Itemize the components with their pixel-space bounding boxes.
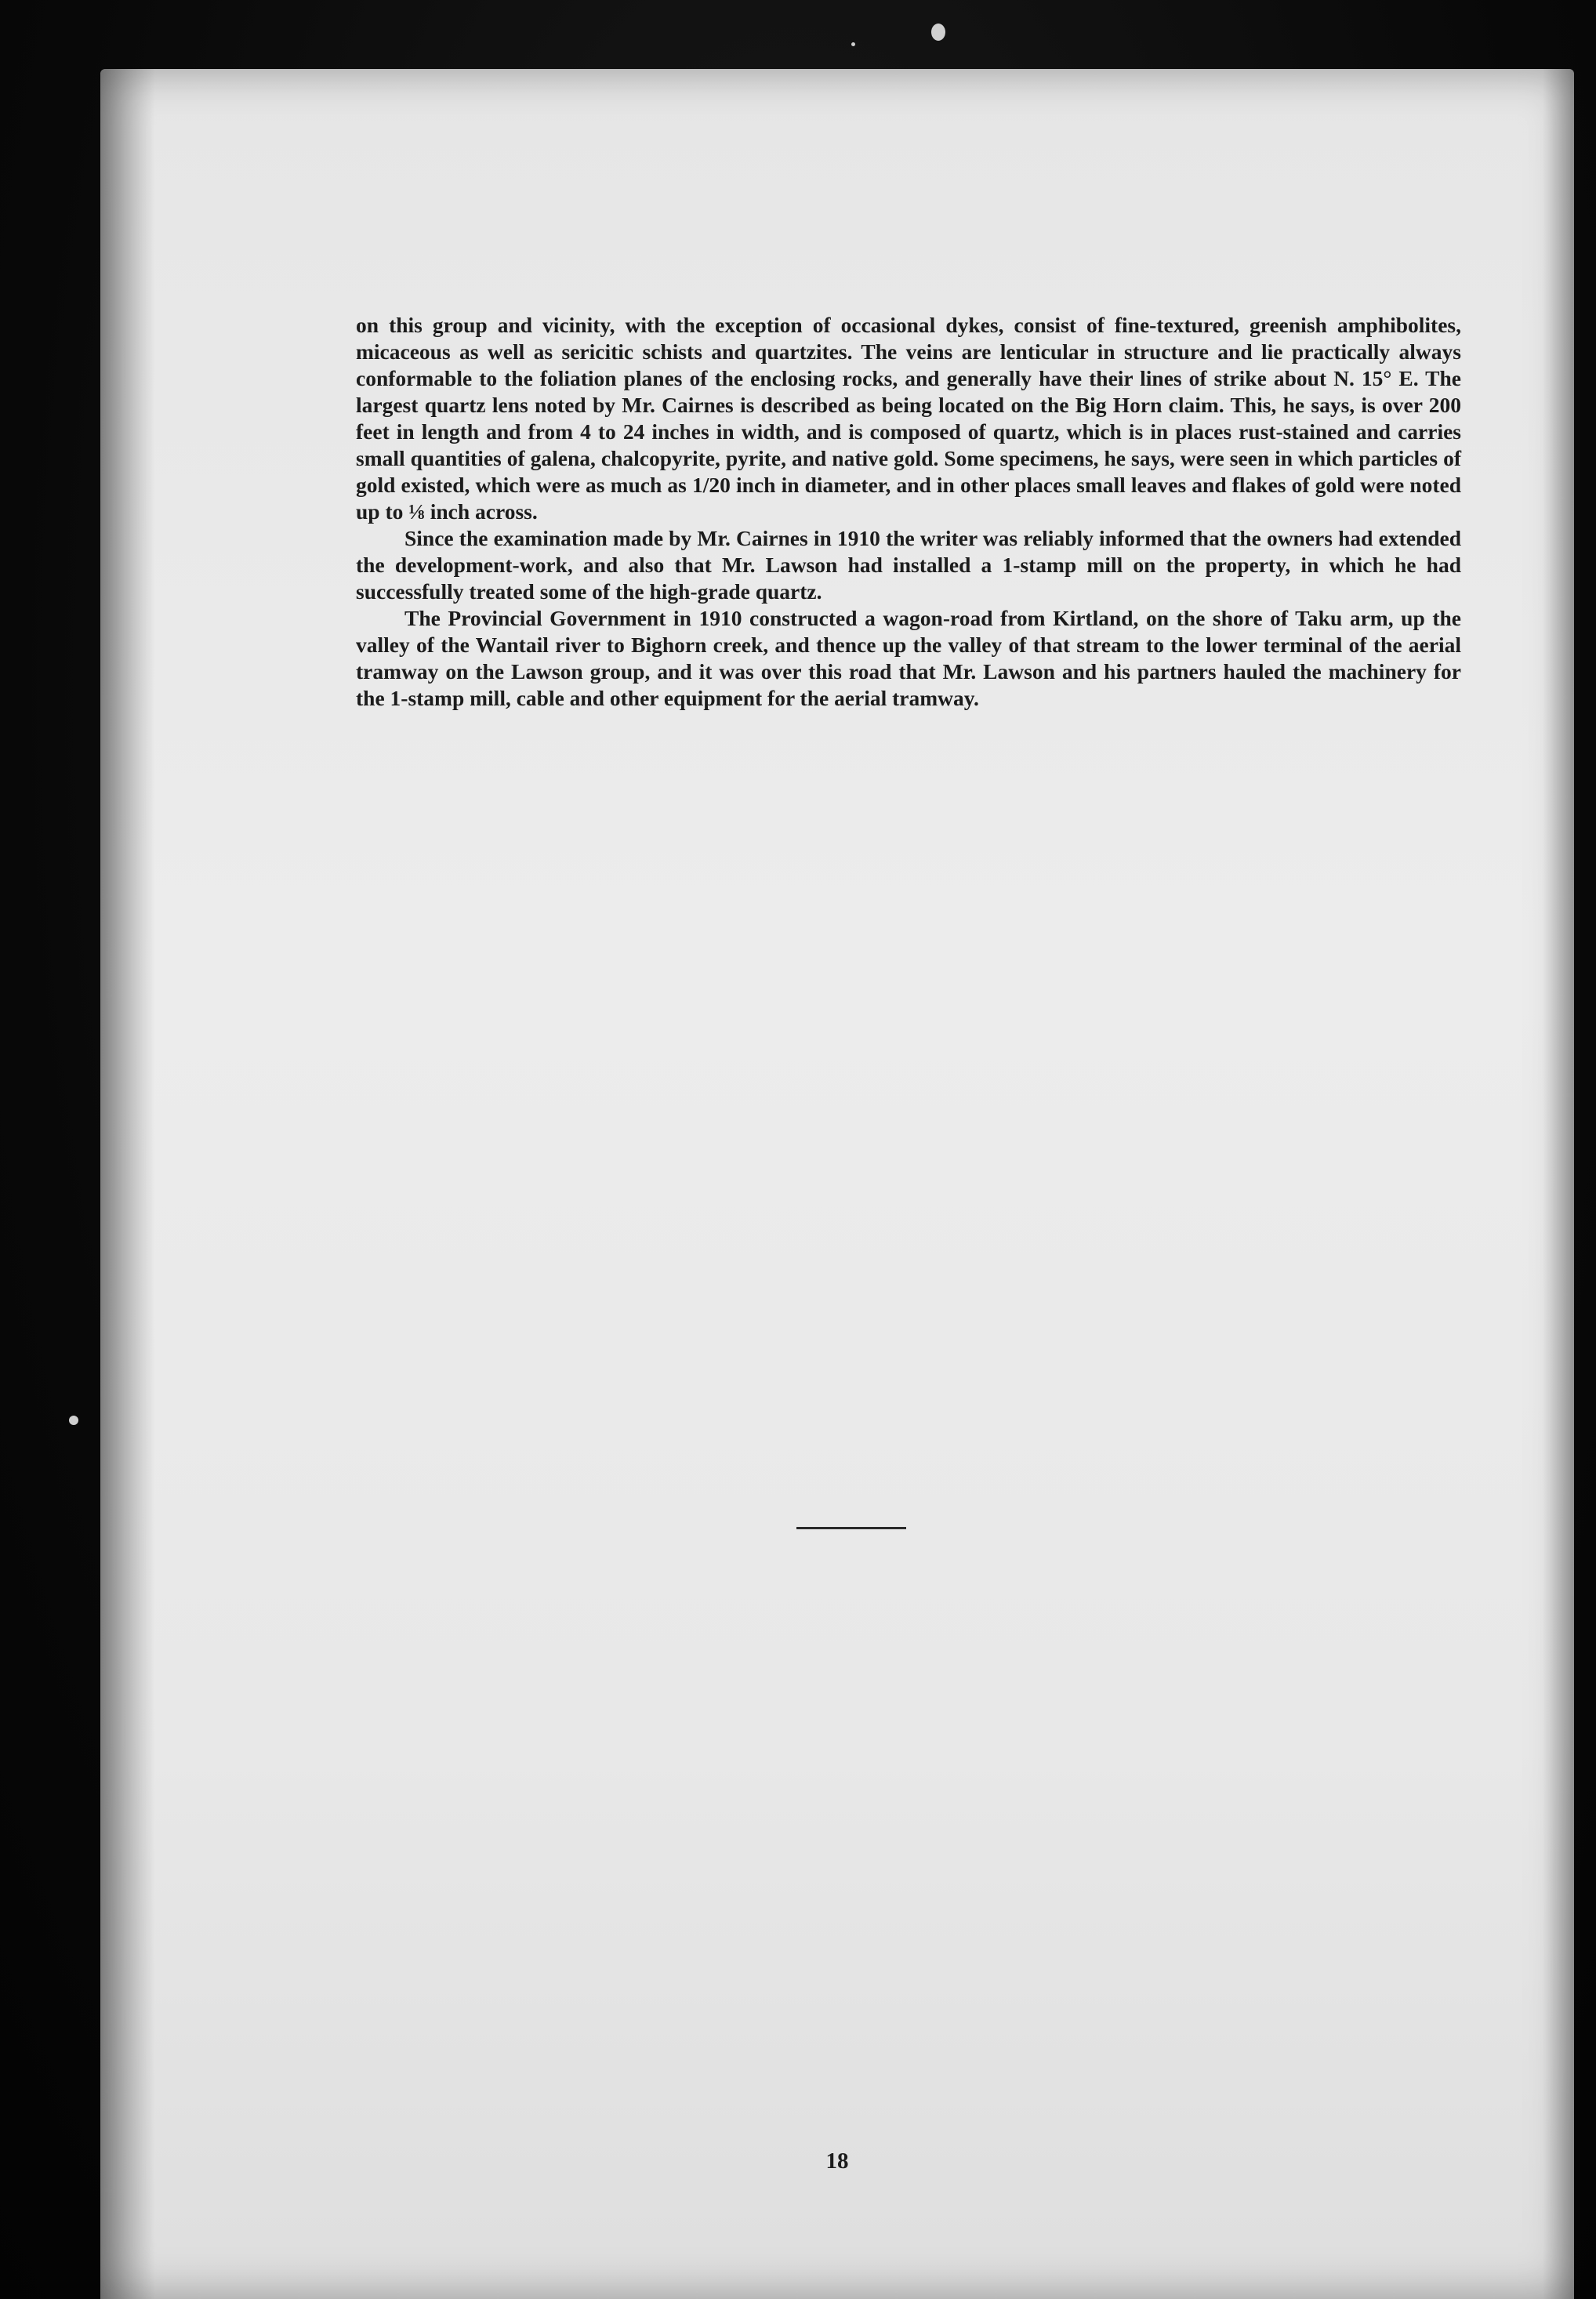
page-shadow-right xyxy=(1543,69,1574,2299)
section-divider-rule xyxy=(796,1527,906,1529)
film-speck xyxy=(851,42,855,46)
paragraph-2: Since the examination made by Mr. Cairnes in 1910 the writer was reliably informed that the owners had extended the development-work, and also that Mr. Lawson had installed a 1-stamp mill on the property, in which he had successfully treated some of the high-grade quartz. xyxy=(356,526,1461,604)
paragraph-3: The Provincial Government in 1910 constructed a wagon-road from Kirtland, on the shore of Taku arm, up the valley of the Wantail river to Bighorn creek, and thence up the valley of that stream to the lower terminal of the aerial tramway on the Lawson group, and it was over this road that Mr. Lawson and his partners hauled the machinery for the 1-stamp mill, cable and other equipment for the aerial tramway. xyxy=(356,606,1461,710)
film-speck xyxy=(931,24,945,41)
body-text xyxy=(356,312,1461,712)
paragraph-1: on this group and vicinity, with the exception of occasional dykes, consist of fine-textured, greenish amphibolites, micaceous as well as sericitic schists and quartzites. The veins are lenticular in structure and lie practically always conformable to the foliation planes of the enclosing rocks, and generally have their lines of strike about N. 15° E. The largest quartz lens noted by Mr. Cairnes is described as being located on the Big Horn claim. This, he says, is over 200 feet in length and from 4 to 24 inches in width, and is composed of quartz, which is in places rust-stained and carries small quantities of galena, chalcopyrite, pyrite, and native gold. Some specimens, he says, were seen in which particles of gold existed, which were as much as 1/20 inch in diameter, and in other places small leaves and flakes of gold were noted up to ⅛ inch across. xyxy=(356,313,1461,524)
document-page xyxy=(100,69,1574,2299)
film-speck xyxy=(69,1416,78,1425)
page-shadow-left xyxy=(100,69,155,2299)
page-number: 18 xyxy=(825,2149,849,2174)
